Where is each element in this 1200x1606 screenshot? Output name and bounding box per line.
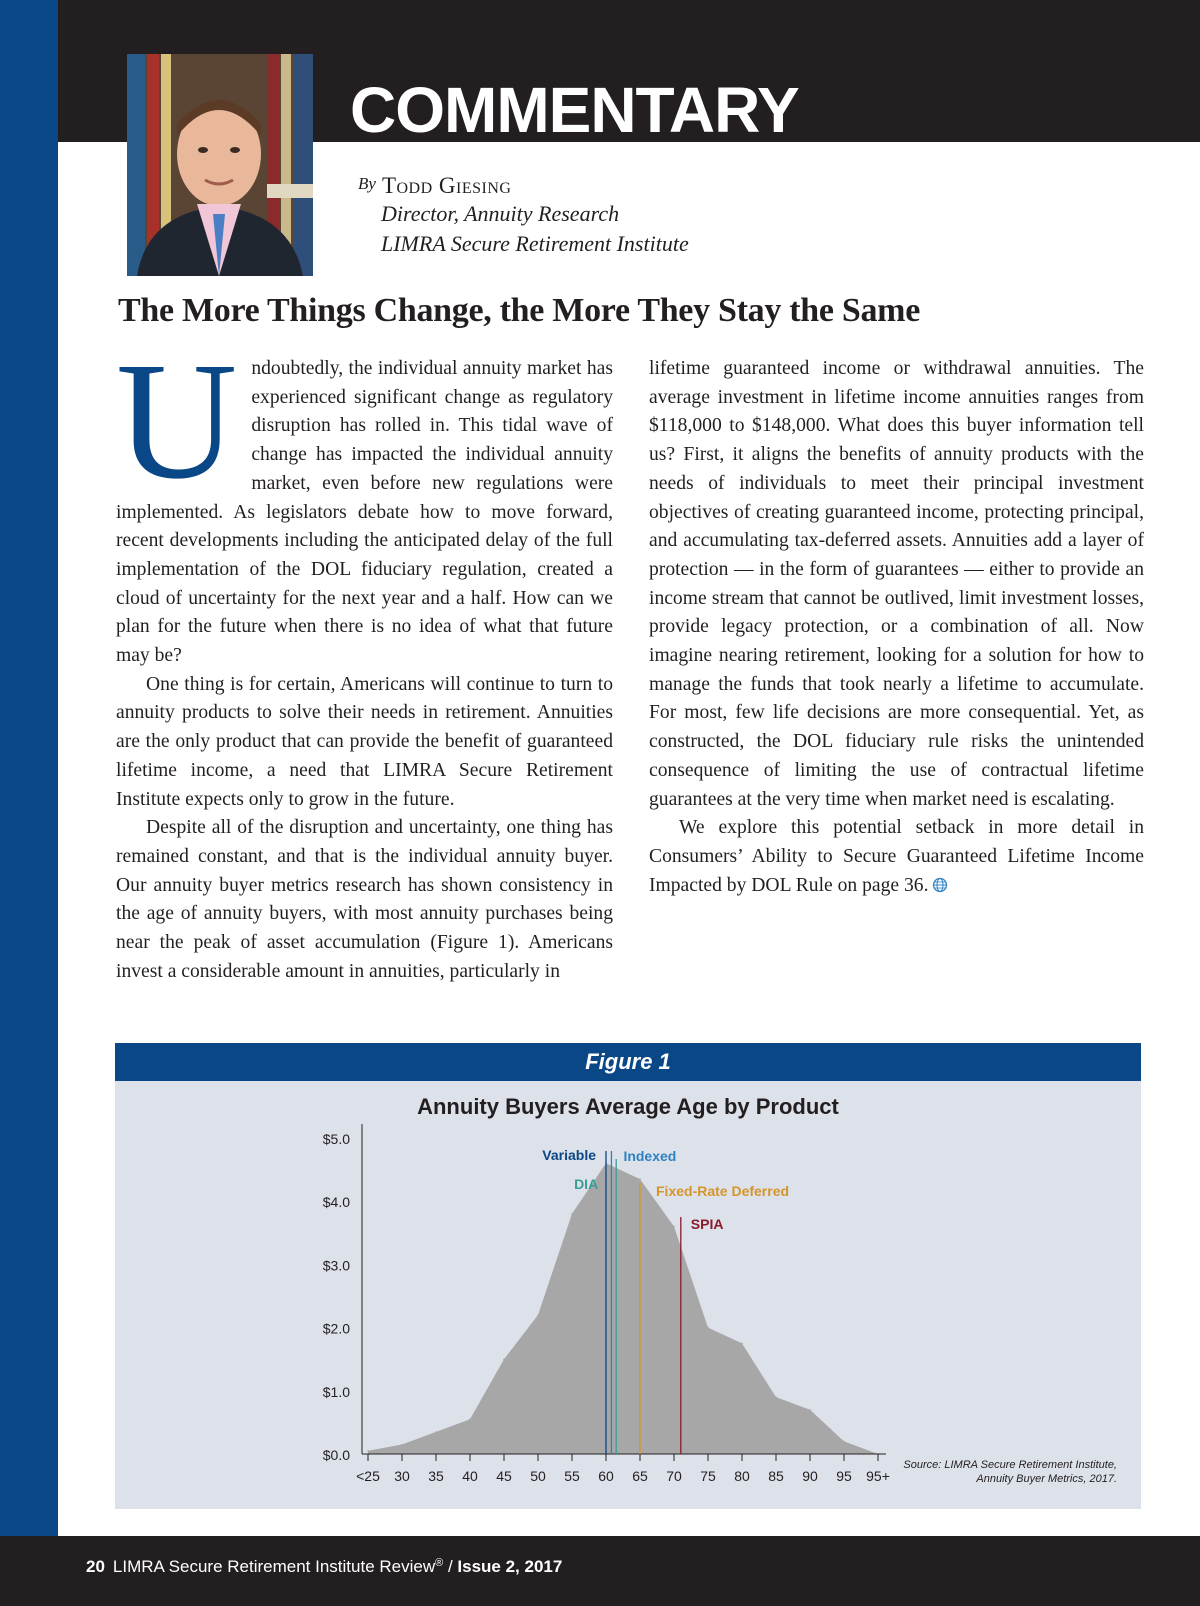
article-column-right bbox=[649, 355, 1144, 900]
article-paragraph-1: ndoubtedly, the individual annuity market has experienced significant change as regulatory disruption has rolled in. This tidal wave of change has impacted the individual annuity market, even before new regulations were implemented. As legislators debate how to move forward, recent developments including the anticipated delay of the full implementation of the DOL fiduciary regulation, created a cloud of uncertainty for the next year and a half. How can we plan for the future when there is no idea of what that future may be? bbox=[116, 358, 613, 667]
chart-point-8 bbox=[639, 1178, 641, 1180]
x-tick-label: 45 bbox=[496, 1468, 512, 1484]
y-tick-label: $0.0 bbox=[322, 1447, 350, 1463]
footer-text bbox=[86, 1557, 562, 1577]
chart-point-2 bbox=[435, 1431, 437, 1433]
x-tick-label: 60 bbox=[598, 1468, 614, 1484]
byline-by: By bbox=[358, 174, 376, 193]
page-number: 20 bbox=[86, 1557, 105, 1576]
author-role: Director, Annuity Research bbox=[381, 201, 620, 226]
chart-title: Annuity Buyers Average Age by Product bbox=[417, 1094, 839, 1119]
publication-name: LIMRA Secure Retirement Institute Review bbox=[112, 1557, 436, 1576]
drop-cap: U bbox=[116, 328, 238, 514]
chart-area-series-0 bbox=[368, 1163, 878, 1454]
x-tick-label: 80 bbox=[734, 1468, 750, 1484]
author-organization: LIMRA Secure Retirement Institute bbox=[381, 231, 689, 256]
issue-label: Issue 2, 2017 bbox=[457, 1557, 563, 1576]
chart-point-4 bbox=[503, 1358, 505, 1360]
marker-label: Variable bbox=[542, 1147, 596, 1163]
author-photo bbox=[127, 54, 313, 276]
x-tick-label: 35 bbox=[428, 1468, 444, 1484]
marker-label: DIA bbox=[574, 1176, 599, 1192]
x-tick-label: 30 bbox=[394, 1468, 410, 1484]
x-tick-label: 70 bbox=[666, 1468, 682, 1484]
article-paragraph-4 bbox=[649, 814, 1144, 900]
chart-point-14 bbox=[843, 1441, 845, 1443]
x-tick-label: 50 bbox=[530, 1468, 546, 1484]
source-line-1: Source: LIMRA Secure Retirement Institute, bbox=[903, 1459, 1117, 1471]
closing-paragraph-text: We explore this potential setback in more detail in Consumers’ Ability to Secure Guaranteed Lifetime Income Impacted by DOL Rule on page 36. bbox=[649, 817, 1144, 896]
marker-label: Fixed-Rate Deferred bbox=[656, 1183, 790, 1199]
y-tick-label: $2.0 bbox=[322, 1320, 350, 1337]
article-paragraph-2: One thing is for certain, Americans will continue to turn to annuity products to solve their needs in retirement. Annuities are the only product that can provide the benefit of guaranteed lifetime income, a need that LIMRA Secure Retirement Institute expects only to grow in the future. bbox=[116, 673, 613, 810]
chart-point-6 bbox=[571, 1213, 573, 1215]
globe-icon bbox=[932, 877, 948, 893]
x-tick-label: 40 bbox=[462, 1468, 478, 1484]
y-tick-label: $1.0 bbox=[322, 1383, 350, 1400]
byline bbox=[358, 173, 689, 259]
page-footer bbox=[0, 1536, 1200, 1606]
marker-label: Indexed bbox=[623, 1148, 677, 1164]
left-sidebar-band bbox=[0, 0, 58, 1606]
figure-label: Figure 1 bbox=[115, 1043, 1141, 1081]
source-line-2: Annuity Buyer Metrics, 2017. bbox=[976, 1473, 1117, 1485]
x-tick-label: 95 bbox=[836, 1468, 852, 1484]
chart-point-11 bbox=[741, 1343, 743, 1345]
figure-panel bbox=[115, 1081, 1141, 1509]
chart-point-0 bbox=[367, 1450, 369, 1452]
chart-point-9 bbox=[673, 1226, 675, 1228]
article-paragraph-3: Despite all of the disruption and uncertainty, one thing has remained constant, and that is the individual annuity buyer. Our annuity buyer metrics research has shown consistency in the age of annuity buyers, with most annuity purchases being near the peak of asset accumulation (Figure 1). Americans invest a considerable amount in annuities, particularly in bbox=[116, 817, 613, 982]
x-tick-label: <25 bbox=[356, 1468, 380, 1484]
chart-point-3 bbox=[469, 1418, 471, 1420]
x-tick-label: 75 bbox=[700, 1468, 716, 1484]
footer-separator: / bbox=[443, 1557, 458, 1576]
x-tick-label: 90 bbox=[802, 1468, 818, 1484]
article-paragraph-3-continued: lifetime guaranteed income or withdrawal annuities. The average investment in lifetime income annuities ranges from $118,000 to $148,000. What does this buyer information tell us? First, it aligns the benefits of annuity products with the needs of individuals to meet their principal investment objectives of creating guaranteed income, protecting principal, and accumulating tax-deferred assets. Annuities add a layer of protection — in the form of guarantees — either to provide an income stream that cannot be outlived, limit investment losses, provide legacy protection, or a combination of all. Now imagine nearing retirement, looking for a solution for how to manage the funds that took nearly a lifetime to accumulate. For most, few life decisions are more consequential. Yet, as constructed, the DOL fiduciary rule risks the unintended consequence of limiting the use of contractual lifetime guarantees at the very time when market need is escalating. bbox=[649, 358, 1144, 810]
x-tick-label: 65 bbox=[632, 1468, 648, 1484]
x-tick-label: 95+ bbox=[866, 1468, 890, 1484]
y-tick-label: $4.0 bbox=[322, 1194, 350, 1211]
x-tick-label: 85 bbox=[768, 1468, 784, 1484]
y-tick-label: $5.0 bbox=[322, 1131, 350, 1147]
article-column-left bbox=[116, 328, 613, 986]
author-name: Todd Giesing bbox=[381, 173, 512, 198]
chart-point-1 bbox=[401, 1444, 403, 1446]
chart-point-10 bbox=[707, 1327, 709, 1329]
chart-point-12 bbox=[775, 1396, 777, 1398]
marker-label: SPIA bbox=[690, 1216, 724, 1232]
chart bbox=[115, 1081, 1141, 1509]
article-headline: The More Things Change, the More They Stay the Same bbox=[118, 292, 920, 329]
y-tick-label: $3.0 bbox=[322, 1257, 350, 1274]
x-tick-label: 55 bbox=[564, 1468, 580, 1484]
section-title: COMMENTARY bbox=[350, 74, 799, 146]
chart-point-5 bbox=[537, 1314, 539, 1316]
chart-point-13 bbox=[809, 1409, 811, 1411]
registered-mark: ® bbox=[435, 1557, 444, 1569]
